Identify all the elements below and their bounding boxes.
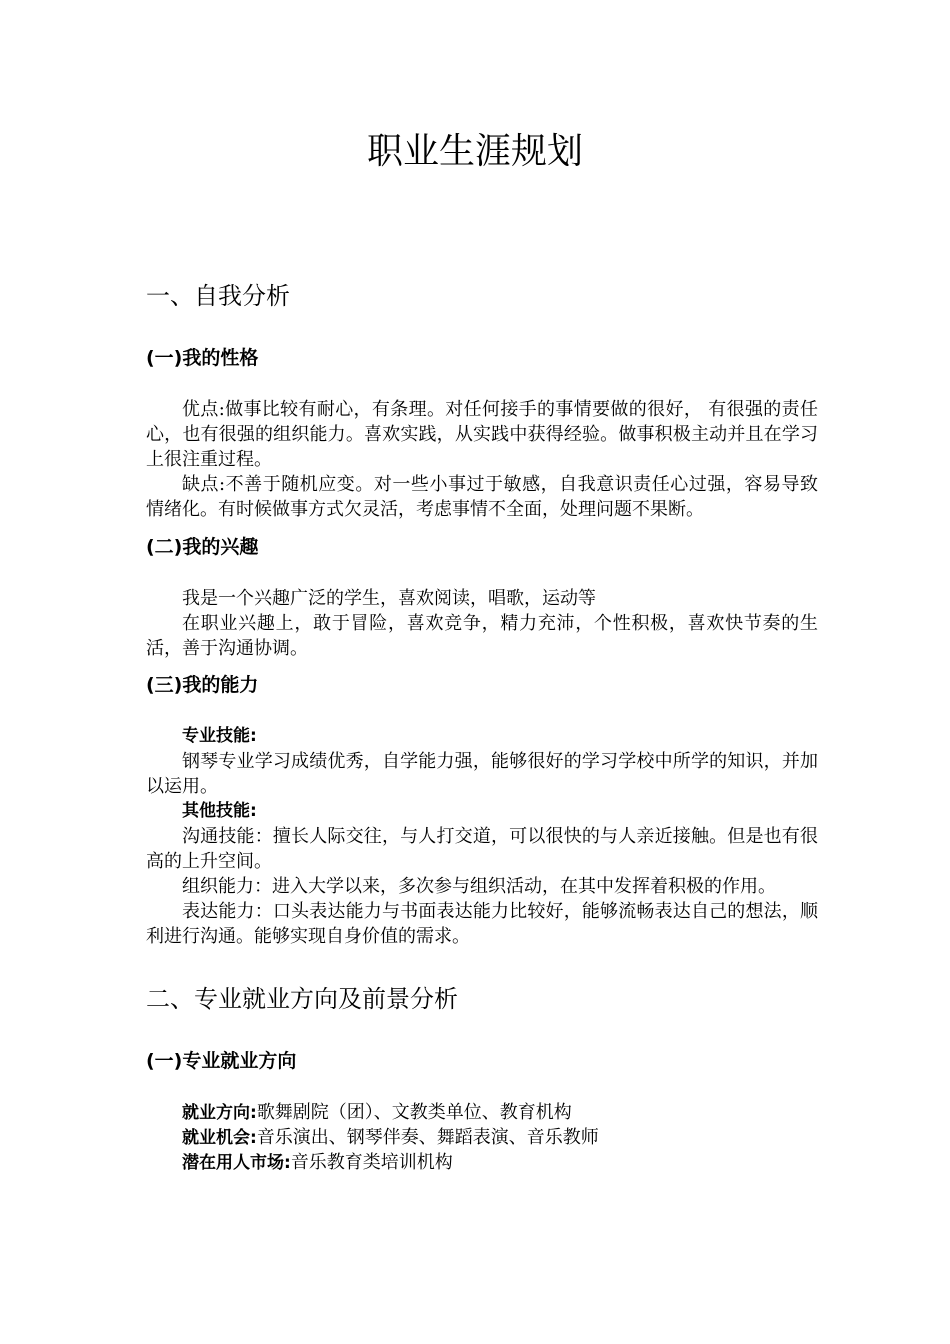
employment-item-value: 音乐教育类培训机构 — [290, 1152, 453, 1173]
section-heading-self-analysis: 一、自我分析 — [146, 282, 290, 310]
paragraph-interest-general: 我是一个兴趣广泛的学生，喜欢阅读，唱歌，运动等 — [182, 588, 596, 609]
label-other-skills: 其他技能: — [182, 801, 257, 821]
subsection-heading-ability: (三)我的能力 — [146, 674, 259, 696]
paragraph-strengths: 优点:做事比较有耐心，有条理。对任何接手的事情要做的很好， 有很强的责任心，也有很强的组织能力。喜欢实践，从实践中获得经验。做事积极主动并且在学习上很注重过程。 — [146, 399, 818, 470]
subsection-heading-interest: (二)我的兴趣 — [146, 536, 259, 558]
employment-item-label: 就业机会: — [182, 1128, 257, 1148]
subsection-heading-personality: (一)我的性格 — [146, 347, 259, 369]
paragraph-communication-skills: 沟通技能：擅长人际交往，与人打交道，可以很快的与人亲近接触。但是也有很高的上升空间。 — [146, 826, 818, 872]
employment-item-value: 音乐演出、钢琴伴奏、舞蹈表演、音乐教师 — [256, 1127, 599, 1148]
paragraph-weaknesses: 缺点:不善于随机应变。对一些小事过于敏感，自我意识责任心过强，容易导致情绪化。有时候做事方式欠灵活，考虑事情不全面，处理问题不果断。 — [146, 474, 818, 520]
employment-item — [182, 1100, 822, 1126]
document-title: 职业生涯规划 — [366, 131, 583, 172]
section-heading-career-direction: 二、专业就业方向及前景分析 — [146, 985, 458, 1013]
employment-item — [182, 1125, 822, 1151]
employment-item-label: 潜在用人市场: — [182, 1153, 291, 1173]
paragraph-professional-skills: 钢琴专业学习成绩优秀，自学能力强，能够很好的学习学校中所学的知识，并加以运用。 — [146, 751, 818, 797]
paragraph-expression-skills: 表达能力：口头表达能力与书面表达能力比较好，能够流畅表达自己的想法，顺利进行沟通。能够实现自身价值的需求。 — [146, 901, 818, 947]
employment-item-label: 就业方向: — [182, 1103, 257, 1123]
employment-item — [182, 1150, 822, 1176]
subsection-heading-employment-direction: (一)专业就业方向 — [146, 1050, 297, 1072]
paragraph-interest-career: 在职业兴趣上，敢于冒险，喜欢竞争，精力充沛，个性积极，喜欢快节奏的生活，善于沟通协调。 — [146, 613, 818, 659]
paragraph-organization-skills: 组织能力：进入大学以来，多次参与组织活动，在其中发挥着积极的作用。 — [182, 876, 776, 897]
label-professional-skills: 专业技能: — [182, 726, 257, 746]
employment-item-value: 歌舞剧院（团）、文教类单位、教育机构 — [256, 1102, 572, 1123]
